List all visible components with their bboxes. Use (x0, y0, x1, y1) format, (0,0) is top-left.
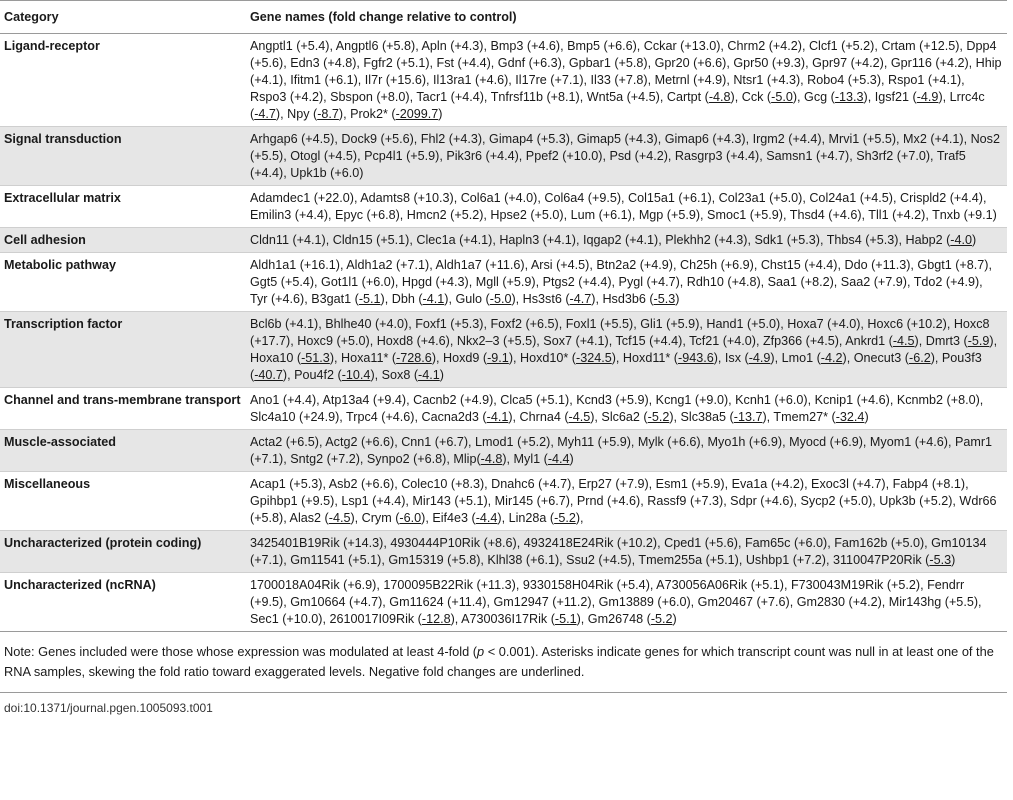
negative-fold-value: -13.7 (733, 410, 763, 424)
negative-fold-value: -2099.7 (395, 107, 439, 121)
negative-fold-value: -32.4 (835, 410, 865, 424)
category-cell: Uncharacterized (ncRNA) (0, 573, 246, 632)
genes-cell: Acta2 (+6.5), Actg2 (+6.6), Cnn1 (+6.7), Lmod1 (+5.2), Myh11 (+5.9), Mylk (+6.6), Myo1h (+6.9), Myocd (+6.9), Myom1 (+4.6), Pamr1 (+7.1), Sntg2 (+7.2), Synpo2 (+6.8), Mlip(-4.8), Myl1 (-4.4) (246, 430, 1007, 472)
table-row (0, 312, 1007, 388)
negative-fold-value: -4.9 (748, 351, 771, 365)
negative-fold-value: -5.3 (653, 292, 676, 306)
category-cell: Channel and trans-membrane transport (0, 388, 246, 430)
negative-fold-value: -4.5 (568, 410, 591, 424)
negative-fold-value: -4.1 (418, 368, 440, 382)
genes-cell: 1700018A04Rik (+6.9), 1700095B22Rik (+11.3), 9330158H04Rik (+5.4), A730056A06Rik (+5.1), F730043M19Rik (+5.2), Fendrr (+9.5), Gm10664 (+4.7), Gm11624 (+11.4), Gm12947 (+11.2), Gm13889 (+6.0), Gm20467 (+7.6), Gm2830 (+4.2), Mir143hg (+5.5), Sec1 (+10.0), 2610017I09Rik (-12.8), A730036I17Rik (-5.1), Gm26748 (-5.2) (246, 573, 1007, 632)
table-row (0, 253, 1007, 312)
negative-fold-value: -6.2 (909, 351, 931, 365)
genes-cell: Adamdec1 (+22.0), Adamts8 (+10.3), Col6a1 (+4.0), Col6a4 (+9.5), Col15a1 (+6.1), Col23a1 (+5.0), Col24a1 (+4.5), Crispld2 (+4.4), Emilin3 (+4.4), Epyc (+6.8), Hmcn2 (+5.2), Hpse2 (+5.0), Lum (+6.1), Mgp (+5.9), Smoc1 (+5.9), Thsd4 (+4.6), Tll1 (+4.2), Tnxb (+9.1) (246, 186, 1007, 228)
table-row (0, 228, 1007, 253)
genes-cell: Aldh1a1 (+16.1), Aldh1a2 (+7.1), Aldh1a7 (+11.6), Arsi (+4.5), Btn2a2 (+4.9), Ch25h (+6.9), Chst15 (+4.4), Ddo (+11.3), Gbgt1 (+8.7), Ggt5 (+5.4), Got1l1 (+6.0), Hpgd (+4.3), Mgll (+5.9), Ptgs2 (+4.4), Pygl (+4.7), Rdh10 (+4.8), Saa1 (+8.2), Saa2 (+7.9), Tdo2 (+4.9), Tyr (+4.6), B3gat1 (-5.1), Dbh (-4.1), Gulo (-5.0), Hs3st6 (-4.7), Hsd3b6 (-5.3) (246, 253, 1007, 312)
doi-text: doi:10.1371/journal.pgen.1005093.t001 (4, 701, 213, 715)
negative-fold-value: -4.8 (708, 90, 731, 104)
table-note (4, 642, 1004, 682)
negative-fold-value: -4.4 (475, 511, 498, 525)
negative-fold-value: -4.9 (916, 90, 939, 104)
negative-fold-value: -5.2 (554, 511, 576, 525)
column-header-genes: Gene names (fold change relative to control) (246, 1, 1007, 34)
category-cell: Transcription factor (0, 312, 246, 388)
table-row (0, 388, 1007, 430)
column-header-category: Category (0, 1, 246, 34)
table-row (0, 186, 1007, 228)
note-text-start: Note: Genes included were those whose expression was modulated at least 4-fold ( (4, 644, 478, 659)
negative-fold-value: -9.1 (487, 351, 509, 365)
negative-fold-value: -4.1 (486, 410, 509, 424)
negative-fold-value: -728.6 (396, 351, 432, 365)
table-header-row (0, 1, 1007, 34)
negative-fold-value: -4.0 (950, 233, 972, 247)
negative-fold-value: -13.3 (834, 90, 864, 104)
negative-fold-value: -40.7 (254, 368, 283, 382)
note-text-end: < 0.001). Asterisks indicate genes for which transcript count was null in at least one of the RNA samples, skewing the fold ratio toward exaggerated levels. Negative fold changes are underlined. (4, 644, 994, 679)
category-cell: Extracellular matrix (0, 186, 246, 228)
category-cell: Metabolic pathway (0, 253, 246, 312)
negative-fold-value: -5.1 (554, 612, 577, 626)
category-cell: Miscellaneous (0, 472, 246, 531)
negative-fold-value: -5.0 (489, 292, 512, 306)
table-row (0, 531, 1007, 573)
category-cell: Muscle-associated (0, 430, 246, 472)
category-cell: Signal transduction (0, 127, 246, 186)
negative-fold-value: -4.1 (422, 292, 445, 306)
negative-fold-value: -8.7 (317, 107, 339, 121)
genes-cell: Cldn11 (+4.1), Cldn15 (+5.1), Clec1a (+4.1), Hapln3 (+4.1), Iqgap2 (+4.1), Plekhh2 (+4.3), Sdk1 (+5.3), Thbs4 (+5.3), Habp2 (-4.0) (246, 228, 1007, 253)
note-p-symbol: p (477, 644, 485, 659)
table-row (0, 472, 1007, 531)
negative-fold-value: -5.3 (929, 553, 952, 567)
table-body (0, 34, 1007, 632)
negative-fold-value: -5.1 (358, 292, 381, 306)
negative-fold-value: -4.5 (328, 511, 351, 525)
genes-cell: Bcl6b (+4.1), Bhlhe40 (+4.0), Foxf1 (+5.3), Foxf2 (+6.5), Foxl1 (+5.5), Gli1 (+5.9), Hand1 (+5.0), Hoxa7 (+4.0), Hoxc6 (+10.2), Hoxc8 (+17.7), Hoxc9 (+5.0), Hoxd8 (+4.6), Nkx2–3 (+5.5), Sox7 (+4.1), Tcf15 (+4.4), Tcf21 (+4.0), Zfp366 (+4.5), Ankrd1 (-4.5), Dmrt3 (-5.9), Hoxa10 (-51.3), Hoxa11* (-728.6), Hoxd9 (-9.1), Hoxd10* (-324.5), Hoxd11* (-943.6), Isx (-4.9), Lmo1 (-4.2), Onecut3 (-6.2), Pou3f3 (-40.7), Pou4f2 (-10.4), Sox8 (-4.1) (246, 312, 1007, 388)
negative-fold-value: -5.2 (647, 410, 670, 424)
genes-cell: Ano1 (+4.4), Atp13a4 (+9.4), Cacnb2 (+4.9), Clca5 (+5.1), Kcnd3 (+5.9), Kcng1 (+9.0), Kcnh1 (+6.0), Kcnip1 (+4.6), Kcnmb2 (+8.0), Slc4a10 (+24.9), Trpc4 (+4.6), Cacna2d3 (-4.1), Chrna4 (-4.5), Slc6a2 (-5.2), Slc38a5 (-13.7), Tmem27* (-32.4) (246, 388, 1007, 430)
genes-cell: 3425401B19Rik (+14.3), 4930444P10Rik (+8.6), 4932418E24Rik (+10.2), Cped1 (+5.6), Fam65c (+6.0), Fam162b (+5.0), Gm10134 (+7.1), Gm11541 (+5.1), Gm15319 (+5.8), Klhl38 (+6.1), Ssu2 (+4.5), Tmem255a (+5.1), Ushbp1 (+7.2), 3110047P20Rik (-5.3) (246, 531, 1007, 573)
negative-fold-value: -4.2 (820, 351, 843, 365)
category-cell: Uncharacterized (protein coding) (0, 531, 246, 573)
negative-fold-value: -4.5 (892, 334, 915, 348)
genes-cell: Angptl1 (+5.4), Angptl6 (+5.8), Apln (+4.3), Bmp3 (+4.6), Bmp5 (+6.6), Cckar (+13.0), Chrm2 (+4.2), Clcf1 (+5.2), Crtam (+12.5), Dpp4 (+5.6), Edn3 (+4.8), Fgfr2 (+5.1), Fst (+4.4), Gdnf (+6.3), Gpbar1 (+5.8), Gpr20 (+6.6), Gpr50 (+9.3), Gpr97 (+4.2), Gpr116 (+4.2), Hhip (+4.1), Ifitm1 (+6.1), Il7r (+15.6), Il13ra1 (+4.6), Il17re (+7.1), Il33 (+7.8), Metrnl (+4.9), Ntsr1 (+4.3), Robo4 (+5.3), Rspo1 (+4.1), Rspo3 (+4.2), Sbspon (+8.0), Tacr1 (+4.4), Tnfrsf11b (+8.1), Wnt5a (+4.5), Cartpt (-4.8), Cck (-5.0), Gcg (-13.3), Igsf21 (-4.9), Lrrc4c (-4.7), Npy (-8.7), Prok2* (-2099.7) (246, 34, 1007, 127)
negative-fold-value: -4.8 (480, 452, 503, 466)
table-row (0, 573, 1007, 632)
negative-fold-value: -4.7 (254, 107, 276, 121)
negative-fold-value: -5.2 (650, 612, 673, 626)
negative-fold-value: -943.6 (678, 351, 714, 365)
table-row (0, 34, 1007, 127)
negative-fold-value: -5.9 (967, 334, 990, 348)
negative-fold-value: -5.0 (771, 90, 793, 104)
negative-fold-value: -4.7 (569, 292, 592, 306)
negative-fold-value: -10.4 (341, 368, 371, 382)
negative-fold-value: -324.5 (576, 351, 612, 365)
genes-cell: Acap1 (+5.3), Asb2 (+6.6), Colec10 (+8.3), Dnahc6 (+4.7), Erp27 (+7.9), Esm1 (+5.9), Eva1a (+4.2), Exoc3l (+4.7), Fabp4 (+8.1), Gpihbp1 (+9.5), Lsp1 (+4.4), Mir143 (+5.1), Mir145 (+6.7), Prnd (+4.6), Rassf9 (+7.3), Sdpr (+4.6), Sycp2 (+5.0), Upk3b (+5.2), Wdr66 (+5.8), Alas2 (-4.5), Crym (-6.0), Eif4e3 (-4.4), Lin28a (-5.2), (246, 472, 1007, 531)
negative-fold-value: -6.0 (399, 511, 422, 525)
negative-fold-value: -51.3 (301, 351, 330, 365)
table-row (0, 127, 1007, 186)
category-cell: Ligand-receptor (0, 34, 246, 127)
genes-cell: Arhgap6 (+4.5), Dock9 (+5.6), Fhl2 (+4.3), Gimap4 (+5.3), Gimap5 (+4.3), Gimap6 (+4.3), Irgm2 (+4.4), Mrvi1 (+5.5), Mx2 (+4.1), Nos2 (+5.5), Otogl (+4.5), Pcp4l1 (+5.9), Pik3r6 (+4.4), Ppef2 (+10.0), Psd (+4.2), Rasgrp3 (+4.4), Samsn1 (+4.7), Sh3rf2 (+7.0), Traf5 (+4.4), Upk1b (+6.0) (246, 127, 1007, 186)
table-row (0, 430, 1007, 472)
category-cell: Cell adhesion (0, 228, 246, 253)
negative-fold-value: -4.4 (547, 452, 570, 466)
doi-divider (0, 692, 1007, 693)
negative-fold-value: -12.8 (421, 612, 451, 626)
